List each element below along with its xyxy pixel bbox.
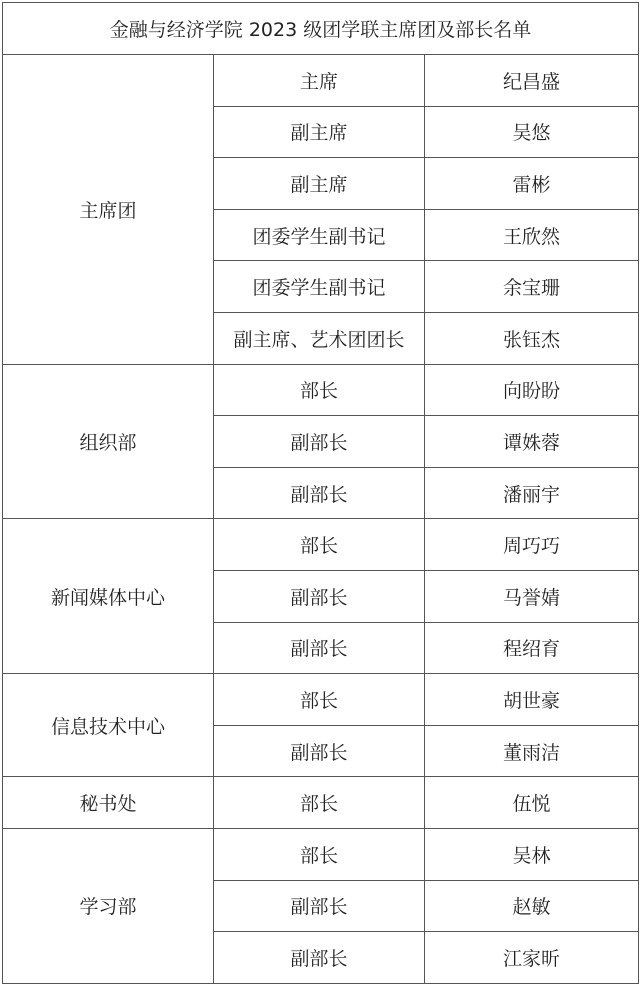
role-cell: 副部长 bbox=[214, 622, 425, 674]
role-cell: 团委学生副书记 bbox=[214, 261, 425, 313]
table-row bbox=[3, 777, 639, 829]
person-cell: 程绍育 bbox=[425, 622, 639, 674]
table-row bbox=[3, 828, 639, 880]
role-cell: 副部长 bbox=[214, 932, 425, 984]
person-cell: 赵敏 bbox=[425, 880, 639, 932]
person-cell: 吴林 bbox=[425, 828, 639, 880]
role-cell: 主席 bbox=[214, 55, 425, 107]
title-row bbox=[3, 3, 639, 55]
person-cell: 余宝珊 bbox=[425, 261, 639, 313]
table-row bbox=[3, 364, 639, 416]
group-name-cell: 信息技术中心 bbox=[3, 674, 214, 777]
role-cell: 副主席 bbox=[214, 158, 425, 210]
group-name-cell: 秘书处 bbox=[3, 777, 214, 829]
table-title: 金融与经济学院 2023 级团学联主席团及部长名单 bbox=[3, 3, 639, 55]
role-cell: 部长 bbox=[214, 777, 425, 829]
person-cell: 王欣然 bbox=[425, 209, 639, 261]
role-cell: 副部长 bbox=[214, 880, 425, 932]
role-cell: 部长 bbox=[214, 364, 425, 416]
person-cell: 伍悦 bbox=[425, 777, 639, 829]
person-cell: 周巧巧 bbox=[425, 519, 639, 571]
table-row bbox=[3, 519, 639, 571]
group-name-cell: 主席团 bbox=[3, 55, 214, 365]
person-cell: 董雨洁 bbox=[425, 725, 639, 777]
group-name-cell: 学习部 bbox=[3, 828, 214, 983]
role-cell: 副部长 bbox=[214, 416, 425, 468]
role-cell: 副主席 bbox=[214, 106, 425, 158]
roster-body bbox=[3, 3, 639, 984]
person-cell: 向盼盼 bbox=[425, 364, 639, 416]
group-name-cell: 组织部 bbox=[3, 364, 214, 519]
person-cell: 张钰杰 bbox=[425, 312, 639, 364]
role-cell: 副部长 bbox=[214, 467, 425, 519]
group-name-cell: 新闻媒体中心 bbox=[3, 519, 214, 674]
role-cell: 团委学生副书记 bbox=[214, 209, 425, 261]
role-cell: 副主席、艺术团团长 bbox=[214, 312, 425, 364]
person-cell: 潘丽宇 bbox=[425, 467, 639, 519]
role-cell: 副部长 bbox=[214, 725, 425, 777]
person-cell: 吴悠 bbox=[425, 106, 639, 158]
roster-table bbox=[2, 2, 639, 984]
person-cell: 江家昕 bbox=[425, 932, 639, 984]
role-cell: 副部长 bbox=[214, 570, 425, 622]
person-cell: 纪昌盛 bbox=[425, 55, 639, 107]
table-row bbox=[3, 55, 639, 107]
person-cell: 胡世豪 bbox=[425, 674, 639, 726]
role-cell: 部长 bbox=[214, 828, 425, 880]
person-cell: 雷彬 bbox=[425, 158, 639, 210]
person-cell: 谭姝蓉 bbox=[425, 416, 639, 468]
role-cell: 部长 bbox=[214, 674, 425, 726]
table-row bbox=[3, 674, 639, 726]
person-cell: 马誉婧 bbox=[425, 570, 639, 622]
role-cell: 部长 bbox=[214, 519, 425, 571]
